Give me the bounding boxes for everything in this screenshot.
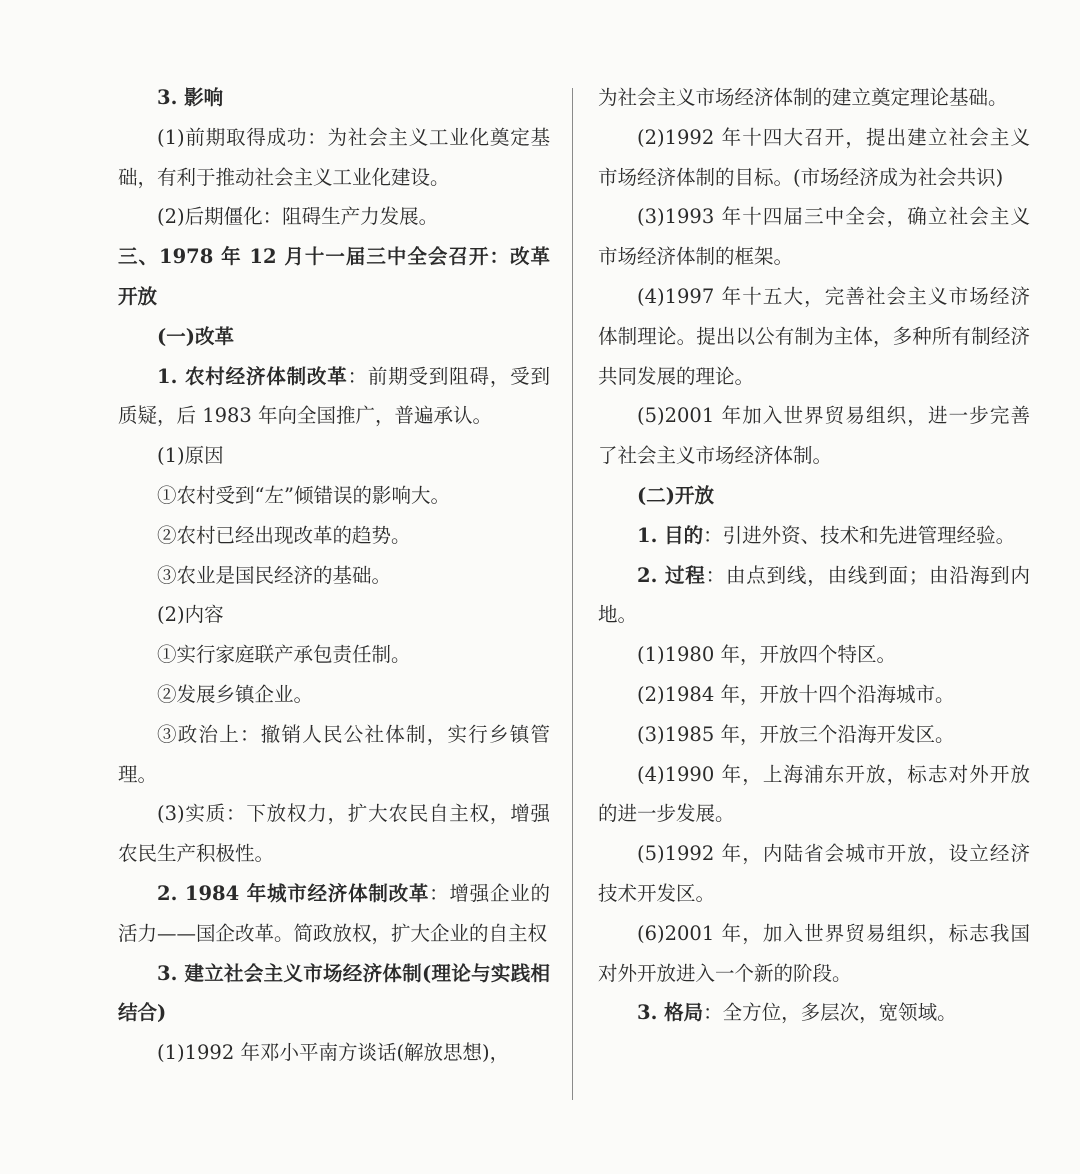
subheading-reform: (一)改革: [157, 324, 234, 348]
paragraph: (2)1984 年，开放十四个沿海城市。: [637, 682, 955, 706]
heading-market-economy: 3. 建立社会主义市场经济体制(理论与实践相结合): [118, 961, 550, 1025]
paragraph: (3)1985 年，开放三个沿海开发区。: [637, 722, 955, 746]
paragraph: [598, 516, 1030, 556]
paragraph: (5)2001 年加入世界贸易组织，进一步完善了社会主义市场经济体制。: [598, 404, 1030, 468]
paragraph: (1)原因: [157, 444, 224, 468]
paragraph: (1)1980 年，开放四个特区。: [637, 643, 896, 667]
paragraph: (2)后期僵化：阻碍生产力发展。: [157, 205, 439, 229]
paragraph: (1)前期取得成功：为社会主义工业化奠定基础，有利于推动社会主义工业化建设。: [118, 125, 550, 189]
paragraph: [598, 556, 1030, 636]
paragraph: (6)2001 年，加入世界贸易组织，标志我国对外开放进入一个新的阶段。: [598, 921, 1030, 985]
paragraph: (2)1992 年十四大召开，提出建立社会主义市场经济体制的目标。(市场经济成为社会共识): [598, 125, 1030, 189]
section-heading-reform-opening: 三、1978 年 12 月十一届三中全会召开：改革开放: [118, 245, 550, 308]
paragraph: (4)1997 年十五大，完善社会主义市场经济体制理论。提出以公有制为主体，多种所有制经济共同发展的理论。: [598, 284, 1030, 388]
paragraph: ③农业是国民经济的基础。: [157, 563, 392, 587]
paragraph: ①实行家庭联产承包责任制。: [157, 643, 411, 667]
item-text: ：前期受到阻碍，受到质疑，后 1983 年向全国推广，普遍承认。: [118, 364, 550, 428]
heading-influence: 3. 影响: [157, 86, 224, 109]
item-text: ：增强企业的活力——国企改革。简政放权，扩大企业的自主权: [118, 881, 550, 945]
item-label: 3. 格局: [637, 1001, 704, 1025]
paragraph: (5)1992 年，内陆省会城市开放，设立经济技术开发区。: [598, 842, 1030, 905]
subheading-opening: (二)开放: [637, 483, 714, 507]
paragraph: (1)1992 年邓小平南方谈话(解放思想)，: [157, 1041, 510, 1065]
paragraph: [118, 874, 550, 954]
paragraph: ③政治上：撤销人民公社体制，实行乡镇管理。: [118, 722, 550, 786]
item-text: ：全方位，多层次，宽领域。: [703, 1001, 957, 1025]
item-label: 1. 目的: [637, 523, 704, 547]
item-label: 1. 农村经济体制改革: [157, 364, 348, 388]
paragraph: (3)实质：下放权力，扩大农民自主权，增强农民生产积极性。: [118, 802, 550, 866]
item-text: ：由点到线，由线到面；由沿海到内地。: [598, 563, 1030, 627]
paragraph: (2)内容: [157, 603, 224, 627]
column-divider: [572, 88, 573, 1100]
item-label: 2. 过程: [637, 563, 706, 587]
paragraph: ②农村已经出现改革的趋势。: [157, 523, 411, 547]
paragraph: ①农村受到“左”倾错误的影响大。: [157, 483, 450, 507]
paragraph: [118, 357, 550, 437]
paragraph: (3)1993 年十四届三中全会，确立社会主义市场经济体制的框架。: [598, 205, 1030, 269]
paragraph: ②发展乡镇企业。: [157, 682, 314, 706]
item-text: ：引进外资、技术和先进管理经验。: [703, 523, 1016, 547]
item-label: 2. 1984 年城市经济体制改革: [157, 881, 430, 905]
paragraph: (4)1990 年，上海浦东开放，标志对外开放的进一步发展。: [598, 762, 1030, 826]
paragraph: 为社会主义市场经济体制的建立奠定理论基础。: [598, 86, 1008, 109]
left-column: [118, 78, 550, 1073]
paragraph: [598, 993, 1030, 1033]
right-column: [598, 78, 1030, 1033]
